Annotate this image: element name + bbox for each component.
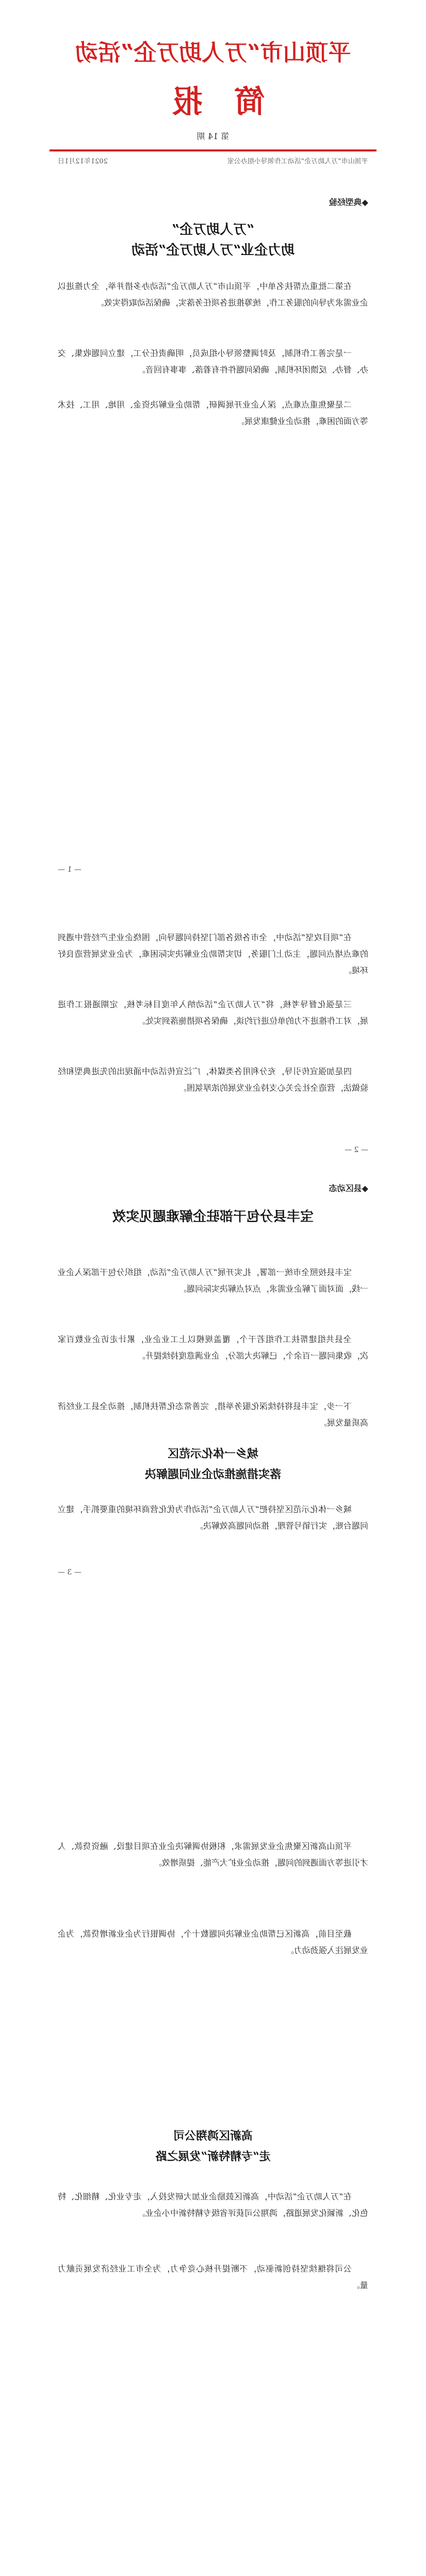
paragraph: 公司将继续坚持创新驱动，不断提升核心竞争力，为全市工业经济发展贡献力量。: [58, 2264, 368, 2290]
article-headline: 高新区鸿翔公司: [173, 2129, 253, 2143]
article-headline-2: 走“专精特新”发展之路: [155, 2150, 271, 2163]
paragraph: 一是完善工作机制，及时调整领导小组成员，明确责任分工，建立问题收集、交办、督办、反馈闭环机制，确保问题件件有着落、事事有回音。: [58, 348, 368, 375]
masthead-rule: [50, 149, 376, 151]
section-tag: ◆典型经验: [329, 197, 368, 207]
page-number: — 3 —: [58, 1568, 81, 1577]
issue-number: 第 14 期: [196, 131, 230, 141]
article-headline: “万人助万企”: [172, 222, 254, 238]
paragraph: 四是加强宣传引导，充分利用各类媒体，广泛宣传活动中涌现出的先进典型和经验做法，营造全社会关心支持企业发展的浓厚氛围。: [58, 1066, 368, 1093]
page-number: — 2 —: [345, 1146, 368, 1154]
paragraph: 全县共组建帮扶工作组若干个，覆盖规模以上工业企业，累计走访企业数百家次，收集问题一百余个，已解决大部分，企业满意度持续提升。: [58, 1334, 368, 1361]
article-headline-2: 落实措施推动企业问题解决: [145, 1468, 282, 1481]
article-headline-2: 助力企业“万人助万企”活动: [132, 243, 294, 258]
page-2: [0, 904, 426, 1807]
paragraph: 在“项目攻坚”活动中，全市各级各部门坚持问题导向，围绕企业生产经营中遇到的难点堵点问题，主动上门服务，切实帮助企业解决实际困难，为企业发展营造良好环境。: [58, 933, 368, 975]
page-number: — 1 —: [58, 866, 81, 874]
page-1: [0, 0, 426, 904]
paragraph: 下一步，宝丰县将持续深化服务举措，完善常态化帮扶机制，推动全县工业经济高质量发展。: [58, 1401, 368, 1428]
masthead-subtitle: 简 报: [161, 84, 265, 120]
paragraph: 二是聚焦重点难点，深入企业开展调研，帮助企业解决资金、用地、用工、技术等方面的困难，推动企业健康发展。: [58, 400, 368, 426]
paragraph: 在“万人助万企”活动中，高新区鼓励企业加大研发投入，走专业化、精细化、特色化、新颖化发展道路，鸿翔公司获评省级专精特新中小企业。: [58, 2192, 368, 2218]
paragraph: 截至目前，高新区已帮助企业解决问题数十个，协调银行为企业新增贷款，为企业发展注入强劲动力。: [58, 1929, 368, 1955]
page-3: [0, 1807, 426, 2576]
issue-date: 2021年12月1日: [58, 158, 108, 165]
paragraph: 平顶山高新区聚焦企业发展需求，积极协调解决企业在项目建设、融资贷款、人才引进等方面遇到的问题，推动企业扩大产能、提质增效。: [58, 1841, 368, 1868]
article-headline: 宝丰县分包干部驻企解难题见实效: [112, 1209, 314, 1225]
paragraph: 在第二批重点帮扶名单中，平顶山市“万人助万企”活动办多措并举，全力推进以企业需求为导向的服务工作，统筹推进各项任务落实，确保活动取得实效。: [58, 281, 368, 308]
article-headline: 城乡一体化示范区: [168, 1447, 259, 1461]
section-tag: ◆县区动态: [329, 1183, 368, 1193]
issuing-org: 平顶山市“万人助万企”活动工作领导小组办公室: [227, 158, 368, 165]
paragraph: 三是强化督导考核，将“万人助万企”活动纳入年度目标考核，定期通报工作进展，对工作推进不力的单位进行约谈，确保各项措施落到实处。: [58, 999, 368, 1026]
paragraph: 城乡一体化示范区坚持把“万人助万企”活动作为优化营商环境的重要抓手，建立问题台账，实行销号管理，推动问题高效解决。: [58, 1504, 368, 1531]
paragraph: 宝丰县按照全市统一部署，扎实开展“万人助万企”活动，组织分包干部深入企业一线，面对面了解企业需求，点对点解决实际问题。: [58, 1267, 368, 1294]
masthead-title: 平顶山市“万人助万企”活动: [75, 40, 351, 66]
